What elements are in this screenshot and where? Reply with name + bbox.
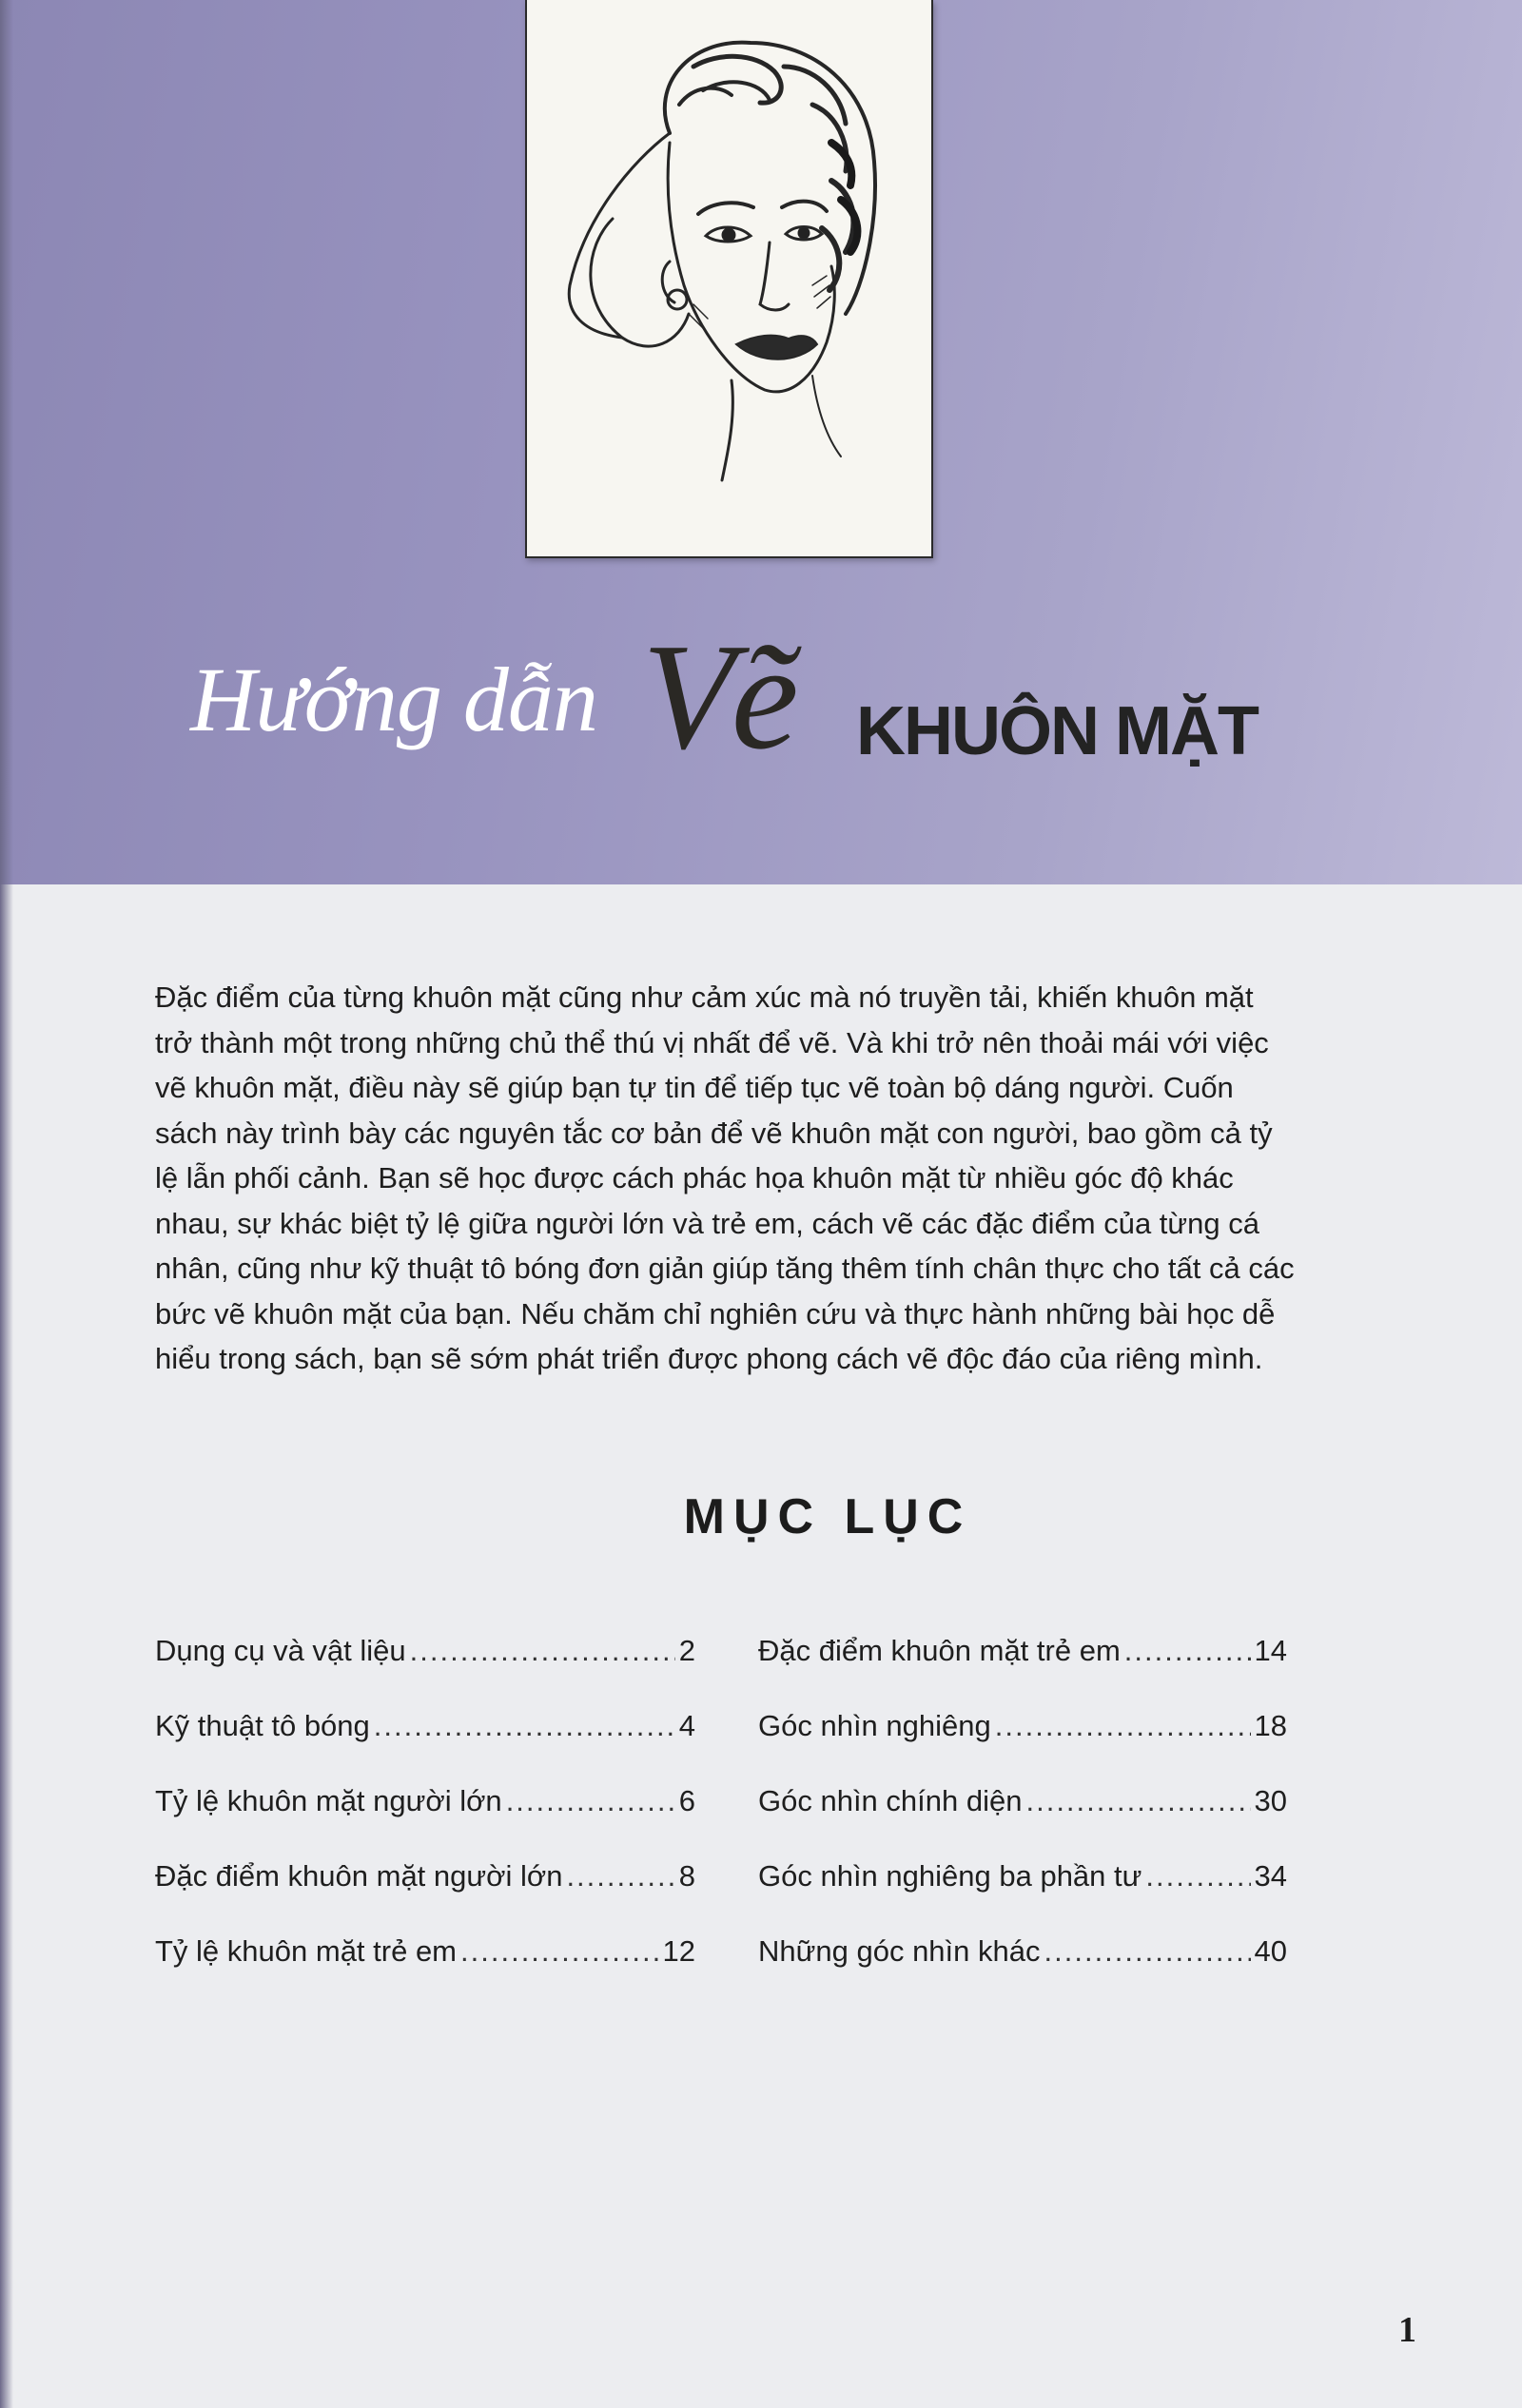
toc-entry-title: Góc nhìn nghiêng ba phần tư xyxy=(758,1859,1142,1893)
toc-entry[interactable] xyxy=(155,1709,695,1784)
toc-entry-page: 8 xyxy=(678,1859,695,1893)
toc-leader-dots xyxy=(1025,1784,1250,1818)
toc-entry-page: 12 xyxy=(662,1934,695,1968)
toc-leader-dots xyxy=(995,1709,1251,1743)
book-title xyxy=(190,609,1332,799)
toc-leader-dots xyxy=(410,1634,675,1668)
toc-entry[interactable] xyxy=(758,1934,1287,2010)
toc-entry-page: 4 xyxy=(678,1709,695,1742)
toc-entry-page: 2 xyxy=(678,1634,695,1667)
toc-entry-page: 14 xyxy=(1254,1634,1287,1667)
toc-entry-page: 40 xyxy=(1254,1934,1287,1968)
toc-entry-title: Đặc điểm khuôn mặt trẻ em xyxy=(758,1634,1121,1667)
toc-leader-dots xyxy=(506,1784,675,1818)
toc-entry[interactable] xyxy=(155,1784,695,1859)
toc-entry-title: Dụng cụ và vật liệu xyxy=(155,1634,406,1667)
toc-entry[interactable] xyxy=(155,1859,695,1934)
toc-entry-title: Góc nhìn nghiêng xyxy=(758,1709,991,1742)
intro-paragraph: Đặc điểm của từng khuôn mặt cũng như cảm xúc mà nó truyền tải, khiến khuôn mặt trở thành một trong những chủ thể thú vị nhất để vẽ. Và khi trở nên thoải mái với việc vẽ khuôn mặt, điều này sẽ giúp bạn tự tin để tiếp tục vẽ toàn bộ dáng người. Cuốn sách này trình bày các nguyên tắc cơ bản để vẽ khuôn mặt con người, bao gồm cả tỷ lệ lẫn phối cảnh. Bạn sẽ học được cách phác họa khuôn mặt từ nhiều góc độ khác nhau, sự khác biệt tỷ lệ giữa người lớn và trẻ em, cách vẽ các đặc điểm của từng cá nhân, cũng như kỹ thuật tô bóng đơn giản giúp tăng thêm tính chân thực cho tất cả các bức vẽ khuôn mặt của bạn. Nếu chăm chỉ nghiên cứu và thực hành những bài học dễ hiểu trong sách, bạn sẽ sớm phát triển được phong cách vẽ độc đáo của riêng mình. xyxy=(155,981,1295,1375)
toc-entry-title: Kỹ thuật tô bóng xyxy=(155,1709,370,1742)
toc-entry[interactable] xyxy=(155,1934,695,2010)
title-script-text: Hướng dẫn xyxy=(190,649,597,750)
toc-entry[interactable] xyxy=(758,1709,1287,1784)
toc-entry[interactable] xyxy=(758,1784,1287,1859)
toc-entry[interactable] xyxy=(758,1859,1287,1934)
toc-leader-dots xyxy=(374,1709,675,1743)
toc-entry[interactable] xyxy=(758,1634,1287,1709)
toc-leader-dots xyxy=(566,1859,674,1893)
toc-leader-dots xyxy=(460,1934,659,1969)
toc-leader-dots xyxy=(1145,1859,1250,1893)
woman-face-sketch-icon xyxy=(527,0,931,556)
toc-entry-page: 30 xyxy=(1254,1784,1287,1817)
toc-right-column xyxy=(758,1634,1287,2010)
toc-left-column xyxy=(155,1634,695,2010)
toc-entry[interactable] xyxy=(155,1634,695,1709)
toc-entry-page: 6 xyxy=(678,1784,695,1817)
title-emphasis-text: Vẽ xyxy=(642,612,795,781)
toc-entry-page: 18 xyxy=(1254,1709,1287,1742)
toc-leader-dots xyxy=(1124,1634,1251,1668)
toc-entry-title: Góc nhìn chính diện xyxy=(758,1784,1023,1817)
toc-entry-page: 34 xyxy=(1254,1859,1287,1893)
toc-entry-title: Tỷ lệ khuôn mặt người lớn xyxy=(155,1784,502,1817)
toc-heading: MỤC LỤC xyxy=(683,1489,972,1544)
page-number: 1 xyxy=(1398,2310,1416,2350)
portrait-illustration-card xyxy=(525,0,933,558)
page-gutter-shadow xyxy=(0,0,13,2408)
toc-entry-title: Tỷ lệ khuôn mặt trẻ em xyxy=(155,1934,458,1968)
toc-leader-dots xyxy=(1044,1934,1251,1969)
toc-entry-title: Đặc điểm khuôn mặt người lớn xyxy=(155,1859,563,1893)
title-caps-text: KHUÔN MẶT xyxy=(856,693,1258,769)
toc-entry-title: Những góc nhìn khác xyxy=(758,1934,1041,1968)
